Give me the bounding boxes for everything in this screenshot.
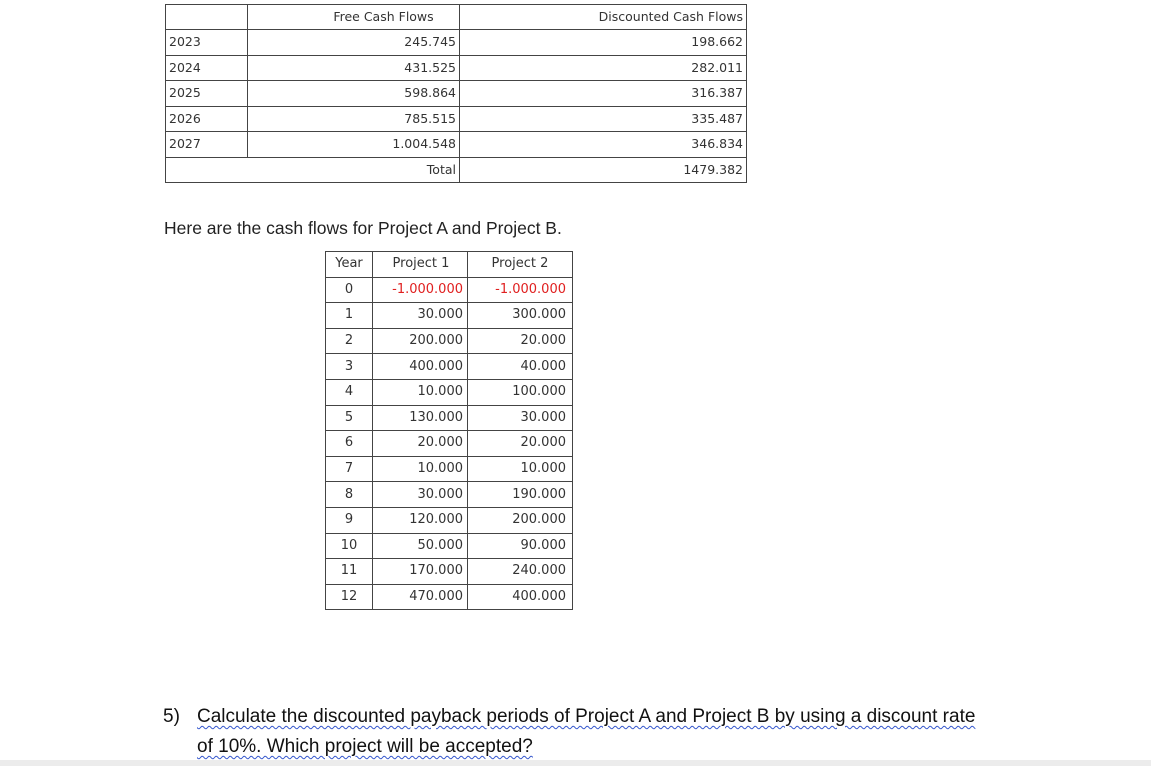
year-cell: 2024 <box>166 55 248 81</box>
table-row <box>326 277 573 303</box>
project-1-cell: 200.000 <box>373 328 468 354</box>
year-cell: 0 <box>326 277 373 303</box>
table-row <box>326 405 573 431</box>
table-row <box>326 354 573 380</box>
dcf-cell: 316.387 <box>460 81 747 107</box>
year-cell: 10 <box>326 533 373 559</box>
table-row <box>326 482 573 508</box>
table-row <box>166 106 747 132</box>
project-1-cell: 50.000 <box>373 533 468 559</box>
project-1-cell: -1.000.000 <box>373 277 468 303</box>
header-year-cell <box>166 5 248 30</box>
question-block <box>163 702 1063 762</box>
table-row <box>326 456 573 482</box>
project-2-cell: 200.000 <box>468 507 573 533</box>
project-2-cell: 100.000 <box>468 379 573 405</box>
project-1-cell: 170.000 <box>373 559 468 585</box>
question-line-1: Calculate the discounted payback periods of Project A and Project B by using a discount rate <box>197 706 976 727</box>
year-cell: 2025 <box>166 81 248 107</box>
year-cell: 8 <box>326 482 373 508</box>
year-cell: 2023 <box>166 30 248 56</box>
cash-flow-table <box>165 4 747 183</box>
project-1-cell: 30.000 <box>373 482 468 508</box>
table-row <box>166 30 747 56</box>
project-2-cell: 400.000 <box>468 584 573 610</box>
total-row <box>166 157 747 183</box>
year-cell: 4 <box>326 379 373 405</box>
table-row <box>326 507 573 533</box>
dcf-cell: 198.662 <box>460 30 747 56</box>
question-line-2: of 10%. Which project will be accepted? <box>197 736 533 757</box>
table-row <box>326 303 573 329</box>
table-row <box>326 559 573 585</box>
header-project-2: Project 2 <box>468 252 573 278</box>
year-cell: 1 <box>326 303 373 329</box>
total-blank-cell <box>166 157 248 183</box>
header-year: Year <box>326 252 373 278</box>
fcf-cell: 598.864 <box>248 81 460 107</box>
year-cell: 9 <box>326 507 373 533</box>
question-number: 5) <box>163 706 180 727</box>
header-project-1: Project 1 <box>373 252 468 278</box>
year-cell: 2026 <box>166 106 248 132</box>
fcf-cell: 245.745 <box>248 30 460 56</box>
table-row <box>326 379 573 405</box>
project-2-cell: 30.000 <box>468 405 573 431</box>
total-value: 1479.382 <box>460 157 747 183</box>
year-cell: 2027 <box>166 132 248 158</box>
table-row <box>166 132 747 158</box>
project-1-cell: 10.000 <box>373 379 468 405</box>
project-cash-flow-table <box>325 251 573 610</box>
year-cell: 11 <box>326 559 373 585</box>
footer-strip <box>0 760 1151 766</box>
year-cell: 5 <box>326 405 373 431</box>
total-label: Total <box>248 157 460 183</box>
project-1-cell: 130.000 <box>373 405 468 431</box>
question-line-2-wrap <box>163 732 1063 762</box>
table-row <box>326 584 573 610</box>
project-2-cell: 190.000 <box>468 482 573 508</box>
year-cell: 6 <box>326 431 373 457</box>
fcf-cell: 785.515 <box>248 106 460 132</box>
fcf-cell: 431.525 <box>248 55 460 81</box>
project-1-cell: 470.000 <box>373 584 468 610</box>
header-fcf: Free Cash Flows <box>248 5 460 30</box>
table-row <box>326 431 573 457</box>
dcf-cell: 335.487 <box>460 106 747 132</box>
dcf-cell: 346.834 <box>460 132 747 158</box>
project-1-cell: 30.000 <box>373 303 468 329</box>
project-1-cell: 120.000 <box>373 507 468 533</box>
table-row <box>166 55 747 81</box>
cash-flow-header-row <box>166 5 747 30</box>
year-cell: 7 <box>326 456 373 482</box>
intro-text: Here are the cash flows for Project A and Project B. <box>164 218 562 238</box>
project-2-cell: 20.000 <box>468 328 573 354</box>
project-1-cell: 400.000 <box>373 354 468 380</box>
project-2-cell: 20.000 <box>468 431 573 457</box>
header-dcf: Discounted Cash Flows <box>460 5 747 30</box>
project-1-cell: 20.000 <box>373 431 468 457</box>
project-2-cell: 10.000 <box>468 456 573 482</box>
dcf-cell: 282.011 <box>460 55 747 81</box>
fcf-cell: 1.004.548 <box>248 132 460 158</box>
table-row <box>326 328 573 354</box>
project-2-cell: -1.000.000 <box>468 277 573 303</box>
project-1-cell: 10.000 <box>373 456 468 482</box>
year-cell: 2 <box>326 328 373 354</box>
project-2-cell: 300.000 <box>468 303 573 329</box>
table-row <box>326 533 573 559</box>
year-cell: 3 <box>326 354 373 380</box>
project-header-row <box>326 252 573 278</box>
project-2-cell: 90.000 <box>468 533 573 559</box>
table-row <box>166 81 747 107</box>
project-2-cell: 40.000 <box>468 354 573 380</box>
year-cell: 12 <box>326 584 373 610</box>
project-2-cell: 240.000 <box>468 559 573 585</box>
